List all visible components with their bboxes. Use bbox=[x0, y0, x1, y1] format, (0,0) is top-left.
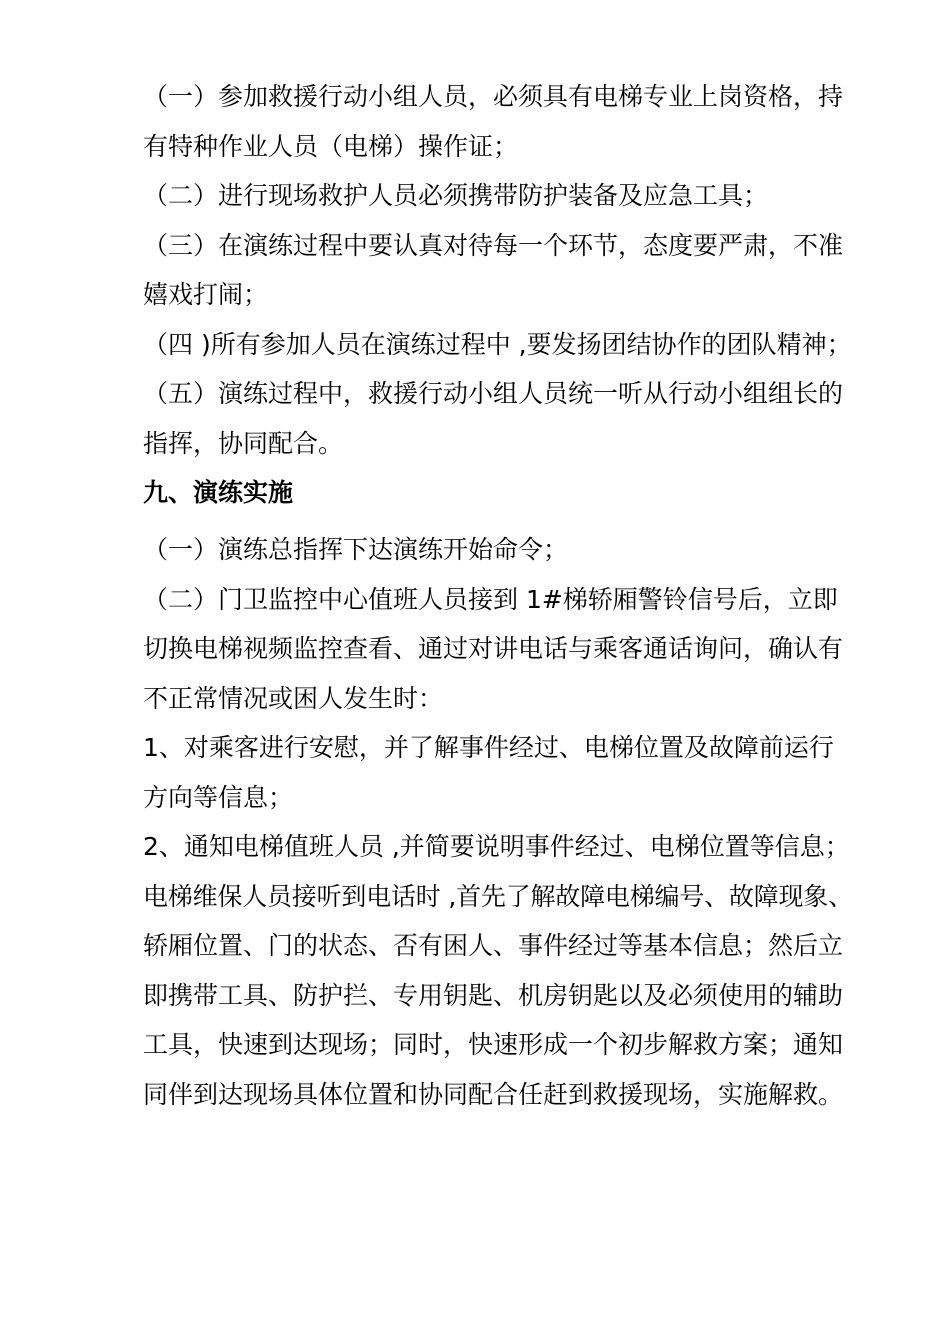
text-line: 轿厢位置、门的状态、否有困人、事件经过等基本信息；然后立 bbox=[143, 931, 844, 960]
text-line: （一）参加救援行动小组人员，必须具有电梯专业上岗资格，持 bbox=[143, 82, 844, 111]
section-heading: 九、演练实施 bbox=[143, 478, 294, 507]
document-page bbox=[143, 72, 855, 1119]
section-9 bbox=[143, 468, 855, 1119]
text-line: （一）演练总指挥下达演练开始命令； bbox=[143, 535, 569, 564]
text-line: 指挥，协同配合。 bbox=[143, 428, 344, 458]
text-line: 1、对乘客进行安慰，并了解事件经过、电梯位置及故障前运行 bbox=[143, 733, 834, 762]
requirements-section bbox=[143, 72, 855, 468]
text-line: （三）在演练过程中要认真对待每一个环节，态度要严肃，不准 bbox=[143, 230, 844, 260]
text-line: （四 )所有参加人员在演练过程中 ,要发扬团结协作的团队精神； bbox=[143, 329, 852, 359]
text-line: 不正常情况或困人发生时： bbox=[143, 683, 444, 713]
text-line: 切换电梯视频监控查看、通过对讲电话与乘客通话询问，确认有 bbox=[143, 634, 844, 663]
text-line: 同伴到达现场具体位置和协同配合任赶到救援现场，实施解救。 bbox=[143, 1079, 844, 1109]
text-line: （二）进行现场救护人员必须携带防护装备及应急工具； bbox=[143, 181, 769, 210]
text-line: （五）演练过程中，救援行动小组人员统一听从行动小组组长的 bbox=[143, 379, 844, 408]
text-line: 嬉戏打闹； bbox=[143, 280, 269, 309]
text-line: 工具，快速到达现场；同时，快速形成一个初步解救方案；通知 bbox=[143, 1030, 844, 1059]
text-line: 有特种作业人员（电梯）操作证； bbox=[143, 131, 519, 161]
text-line: 电梯维保人员接听到电话时 ,首先了解故障电梯编号、故障现象、 bbox=[143, 881, 853, 911]
text-line: （二）门卫监控中心值班人员接到 1#梯轿厢警铃信号后，立即 bbox=[143, 584, 838, 614]
text-line: 即携带工具、防护拦、专用钥匙、机房钥匙以及必须使用的辅助 bbox=[143, 980, 844, 1010]
text-line: 2、通知电梯值班人员 ,并简要说明事件经过、电梯位置等信息； bbox=[143, 832, 850, 861]
text-line: 方向等信息； bbox=[143, 782, 294, 812]
